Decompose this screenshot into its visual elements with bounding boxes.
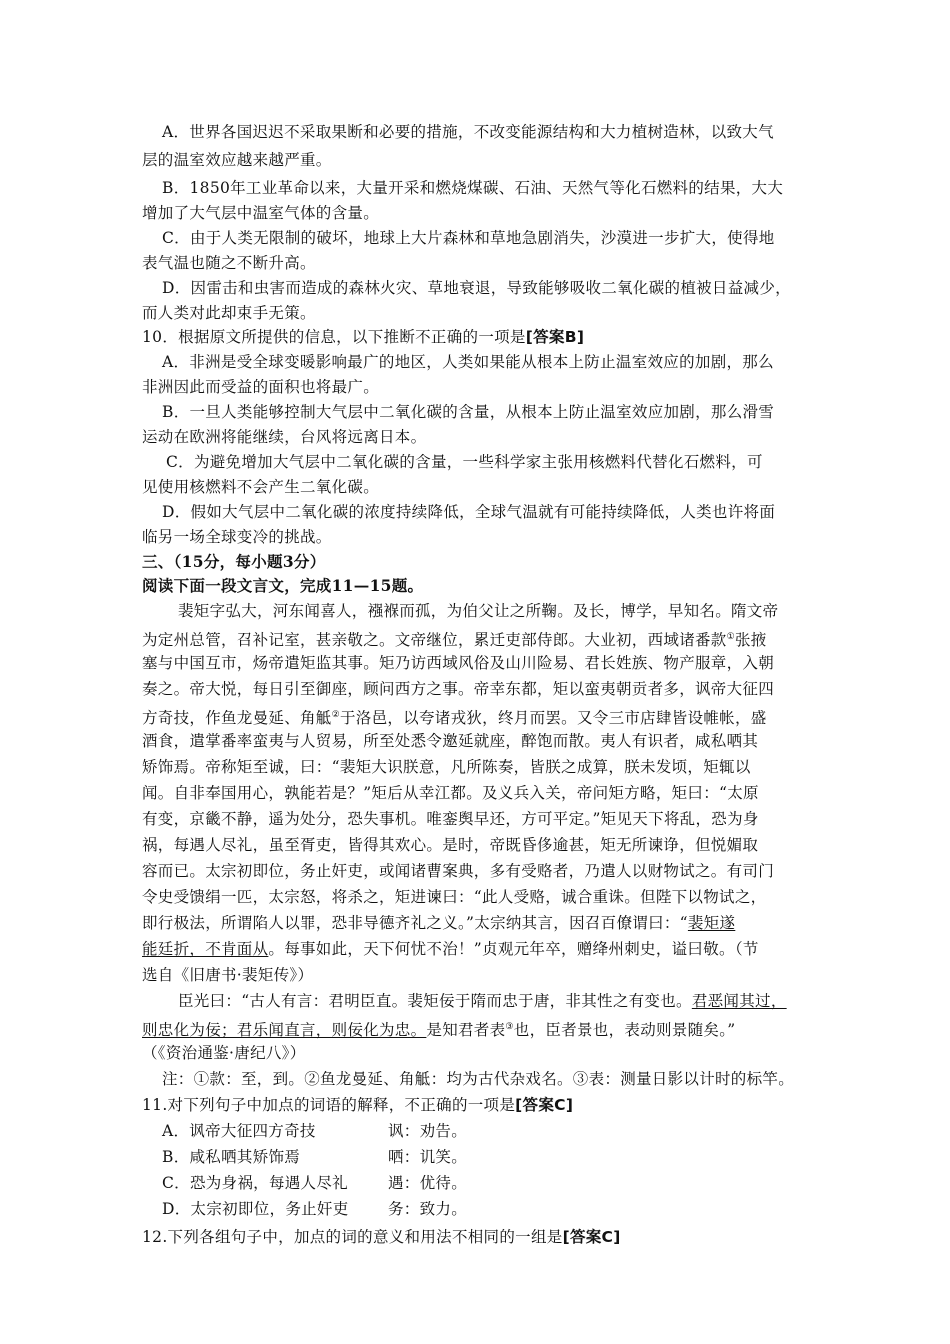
q11-option-a-sentence: A．讽帝大征四方奇技 xyxy=(162,1122,316,1140)
q11-answer: [答案C] xyxy=(515,1096,574,1114)
passage-line-5 xyxy=(142,705,767,728)
passage-line-6: 酒食，遣掌番率蛮夷与人贸易，所至处悉令邀延就座，醉饱而散。夷人有识者，咸私哂其 xyxy=(142,732,759,750)
q12-stem-text: 12.下列各组句子中，加点的词的意义和用法不相同的一组是 xyxy=(142,1228,563,1246)
q11-option-d-gloss: 务：致力。 xyxy=(388,1200,468,1218)
passage-line-13 xyxy=(142,913,735,933)
footnote-marker-3: ③ xyxy=(505,1022,514,1032)
q11-option-b-sentence: B．咸私哂其矫饰焉 xyxy=(162,1148,301,1166)
passage-line-7: 矫饰焉。帝称矩至诚，曰：“裴矩大识朕意，凡所陈奏，皆朕之成算，朕未发顷，矩辄以 xyxy=(142,758,751,776)
q11-option-d xyxy=(162,1199,349,1219)
q9-option-a-line1: A．世界各国迟迟不采取果断和必要的措施，不改变能源结构和大力植树造林，以致大气 xyxy=(162,123,774,141)
passage-line-10: 祸，每遇人尽礼，虽至胥吏，皆得其欢心。是时，帝既昏侈逾甚，矩无所谏诤，但悦媚取 xyxy=(142,836,759,854)
q9-option-b-line2: 增加了大气层中温室气体的含量。 xyxy=(142,204,380,222)
passage-line-4: 奏之。帝大悦，每日引至御座，顾问西方之事。帝幸东都，矩以蛮夷朝贡者多，讽帝大征四 xyxy=(142,680,775,698)
q9-option-d-line1: D．因雷击和虫害而造成的森林火灾、草地衰退，导致能够吸收二氧化碳的植被日益减少， xyxy=(162,279,791,297)
underlined-phrase-1b: 能廷折，不肯面从 xyxy=(142,940,269,958)
q10-option-b-line2: 运动在欧洲将能继续，台风将远离日本。 xyxy=(142,428,427,446)
commentary-source: （《资治通鉴·唐纪八》） xyxy=(142,1044,306,1062)
commentary-line-2-b: 也，臣者景也，表动则景随矣。” xyxy=(513,1021,736,1040)
passage-line-5-b: 于洛邑，以夸诸戎狄，终月而罢。又令三市店肆皆设帷帐，盛 xyxy=(339,709,767,728)
q10-option-c-line1: C．为避免增加大气层中二氧化碳的含量，一些科学家主张用核燃料代替化石燃料，可 xyxy=(166,453,763,471)
section3-instruction: 阅读下面一段文言文，完成11—15题。 xyxy=(142,576,424,595)
commentary-line-1-text: 臣光曰：“古人有言：君明臣直。裴矩佞于隋而忠于唐，非其性之有变也。 xyxy=(178,992,692,1010)
passage-line-2-end: 张掖 xyxy=(734,631,767,650)
passage-line-2-text: 为定州总管，召补记室，甚亲敬之。文帝继位，累迁吏部侍郎。大业初，西域诸番款 xyxy=(142,631,727,650)
passage-line-12: 令史受馈绢一匹，太宗怒，将杀之，矩进谏曰：“此人受赂，诚合重诛。但陛下以物试之， xyxy=(142,888,767,906)
q9-option-c-line2: 表气温也随之不断升高。 xyxy=(142,254,316,272)
footnote-marker-2: ② xyxy=(331,710,340,720)
q9-option-b-line1: B．1850年工业革命以来，大量开采和燃烧煤碳、石油、天然气等化石燃料的结果，大大 xyxy=(162,179,784,197)
q12-answer: [答案C] xyxy=(562,1228,621,1246)
commentary-line-2 xyxy=(142,1017,735,1040)
q11-option-c xyxy=(162,1173,348,1193)
q10-stem xyxy=(142,327,584,347)
q10-option-d-line2: 临另一场全球变冷的挑战。 xyxy=(142,528,332,546)
passage-source: 选自《旧唐书·裴矩传》） xyxy=(142,966,314,984)
underlined-phrase-2a: 君恶闻其过， xyxy=(691,992,787,1010)
footnote-marker-1: ① xyxy=(726,632,735,642)
q11-option-b xyxy=(162,1147,300,1167)
q10-option-b-line1: B．一旦人类能够控制大气层中二氧化碳的含量，从根本上防止温室效应加剧，那么滑雪 xyxy=(162,403,775,421)
q10-option-a-line1: A．非洲是受全球变暖影响最广的地区，人类如果能从根本上防止温室效应的加剧，那么 xyxy=(162,353,774,371)
passage-line-3: 塞与中国互市，炀帝遣矩监其事。矩乃访西域风俗及山川险易、君长姓族、物产服章，入朝 xyxy=(142,654,775,672)
q10-option-d-line1: D．假如大气层中二氧化碳的浓度持续降低，全球气温就有可能持续降低，人类也许将面 xyxy=(162,503,776,521)
q11-option-c-gloss: 遇：优待。 xyxy=(388,1174,468,1192)
passage-line-13-text: 即行极法，所谓陷人以罪，恐非导德齐礼之义。”太宗纳其言，因召百僚谓曰：“ xyxy=(142,914,688,932)
section3-heading: 三、（15分，每小题3分） xyxy=(142,552,326,571)
q10-option-c-line2: 见使用核燃料不会产生二氧化碳。 xyxy=(142,478,380,496)
commentary-line-1 xyxy=(178,991,787,1011)
q9-option-c-line1: C．由于人类无限制的破坏，地球上大片森林和草地急剧消失，沙漠进一步扩大，使得地 xyxy=(162,229,775,247)
q12-stem xyxy=(142,1227,621,1247)
q10-option-a-line2: 非洲因此而受益的面积也将最广。 xyxy=(142,378,380,396)
q11-option-a xyxy=(162,1121,316,1141)
passage-line-9: 有变，京畿不静，遥为处分，恐失事机。唯銮舆早还，方可平定。”矩见天下将乱，恐为身 xyxy=(142,810,759,828)
passage-line-1: 裴矩字弘大，河东闻喜人，襁褓而孤，为伯父让之所鞠。及长，博学，早知名。隋文帝 xyxy=(178,602,779,620)
q10-answer: [答案B] xyxy=(525,328,585,346)
q11-option-d-sentence: D．太宗初即位，务止奸吏 xyxy=(162,1200,349,1218)
passage-line-5-a: 方奇技，作鱼龙曼延、角觝 xyxy=(142,709,332,728)
passage-line-11: 容而已。太宗初即位，务止奸吏，或闻诸曹案典，多有受赂者，乃遣人以财物试之。有司门 xyxy=(142,862,775,880)
commentary-line-2-a: 是知君者表 xyxy=(426,1021,506,1040)
underlined-phrase-2b: 则忠化为佞；君乐闻直言，则佞化为忠。 xyxy=(142,1021,427,1040)
q11-stem xyxy=(142,1095,573,1115)
passage-line-14 xyxy=(142,939,759,959)
underlined-phrase-1a: 裴矩遂 xyxy=(687,914,736,932)
q9-option-a-line2: 层的温室效应越来越严重。 xyxy=(142,151,332,169)
q10-stem-text: 10．根据原文所提供的信息，以下推断不正确的一项是 xyxy=(142,328,526,346)
passage-line-2 xyxy=(142,627,767,650)
q9-option-d-line2: 而人类对此却束手无策。 xyxy=(142,304,316,322)
q11-option-b-gloss: 哂：讥笑。 xyxy=(388,1148,468,1166)
passage-line-8: 闻。自非奉国用心，孰能若是？”矩后从幸江都。及义兵入关，帝问矩方略，矩曰：“太原 xyxy=(142,784,759,802)
q11-option-a-gloss: 讽：劝告。 xyxy=(388,1122,468,1140)
q11-stem-text: 11.对下列句子中加点的词语的解释，不正确的一项是 xyxy=(142,1096,516,1114)
footnotes: 注：①款：至，到。②鱼龙曼延、角觝：均为古代杂戏名。③表：测量日影以计时的标竿。 xyxy=(162,1070,795,1088)
passage-line-14-text: 。每事如此，天下何忧不治！”贞观元年卒，赠绛州刺史，谥曰敬。（节 xyxy=(268,940,759,958)
q11-option-c-sentence: C．恐为身祸，每遇人尽礼 xyxy=(162,1174,348,1192)
